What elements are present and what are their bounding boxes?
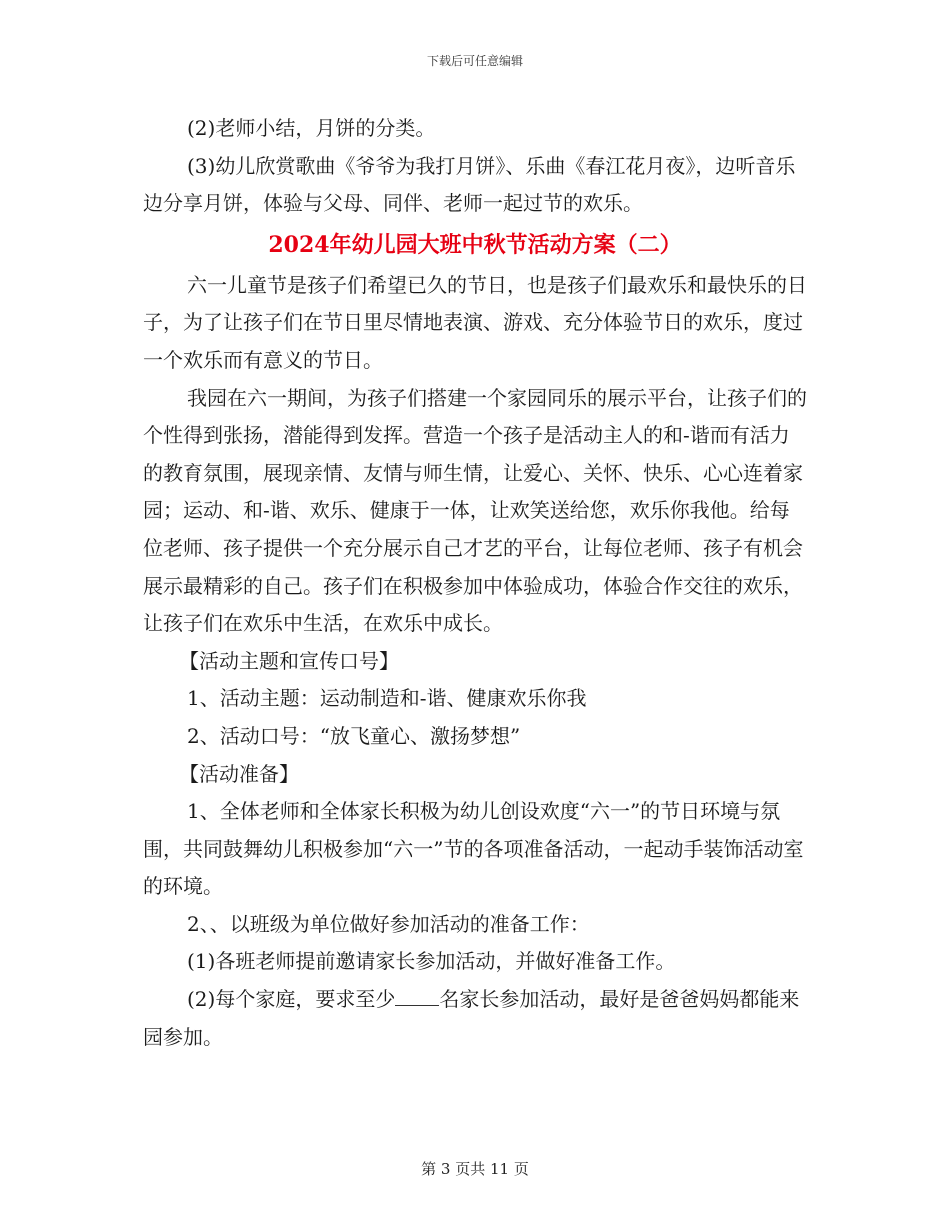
paragraph-theme: 1、活动主题：运动制造和-谐、健康欢乐你我: [187, 686, 587, 711]
heading-preparation: 【活动准备】: [179, 761, 299, 786]
heading-theme-slogan: 【活动主题和宣传口号】: [179, 648, 399, 673]
fill-in-blank: [395, 987, 439, 1006]
paragraph-description: 我园在六一期间，为孩子们搭建一个家园同乐的展示平台，让孩子们的个性得到张扬，潜能得到发挥。营造一个孩子是活动主人的和-谐而有活力的教育氛围，展现亲情、友情与师生情，让爱心、关怀、快乐、心心连着家园；运动、和-谐、欢乐、健康于一体，让欢笑送给您，欢乐你我他。给每位老师、孩子提供一个充分展示自己才艺的平台，让每位老师、孩子有机会展示最精彩的自己。孩子们在积极参加中体验成功，体验合作交往的欢乐，让孩子们在欢乐中生活，在欢乐中成长。: [143, 385, 807, 636]
page-header: 下载后可任意编辑: [426, 54, 523, 68]
paragraph-summary: (2)老师小结，月饼的分类。: [187, 116, 436, 140]
paragraph-prep-1: 1、全体老师和全体家长积极为幼儿创设欢度“六一”的节日环境与氛围，共同鼓舞幼儿积极参加“六一”节的各项准备活动，一起动手装饰活动室的环境。: [143, 799, 804, 899]
paragraph-prep-2-2-end: 名家长参加活动，最好是爸爸妈妈都能来园参加。: [143, 987, 800, 1049]
paragraph-prep-2-2: [143, 981, 807, 1056]
paragraph-intro: 六一儿童节是孩子们希望已久的节日，也是孩子们最欢乐和最快乐的日子，为了让孩子们在节日里尽情地表演、游戏、充分体验节日的欢乐，度过一个欢乐而有意义的节日。: [143, 272, 807, 372]
paragraph-prep-2: 2、、以班级为单位做好参加活动的准备工作：: [187, 911, 590, 936]
paragraph-song: (3)幼儿欣赏歌曲《爷爷为我打月饼》、乐曲《春江花月夜》，边听音乐边分享月饼，体验与父母、同伴、老师一起过节的欢乐。: [143, 153, 796, 216]
page-footer: 第 3 页共 11 页: [421, 1160, 529, 1178]
document-body: [143, 110, 807, 1056]
paragraph-prep-2-1: (1)各班老师提前邀请家长参加活动，并做好准备工作。: [187, 949, 676, 974]
section-title: 2024年幼儿园大班中秋节活动方案（二）: [268, 231, 682, 258]
paragraph-prep-2-2-start: (2)每个家庭，要求至少: [187, 987, 396, 1012]
paragraph-slogan: 2、活动口号：“放飞童心、激扬梦想”: [187, 723, 521, 748]
